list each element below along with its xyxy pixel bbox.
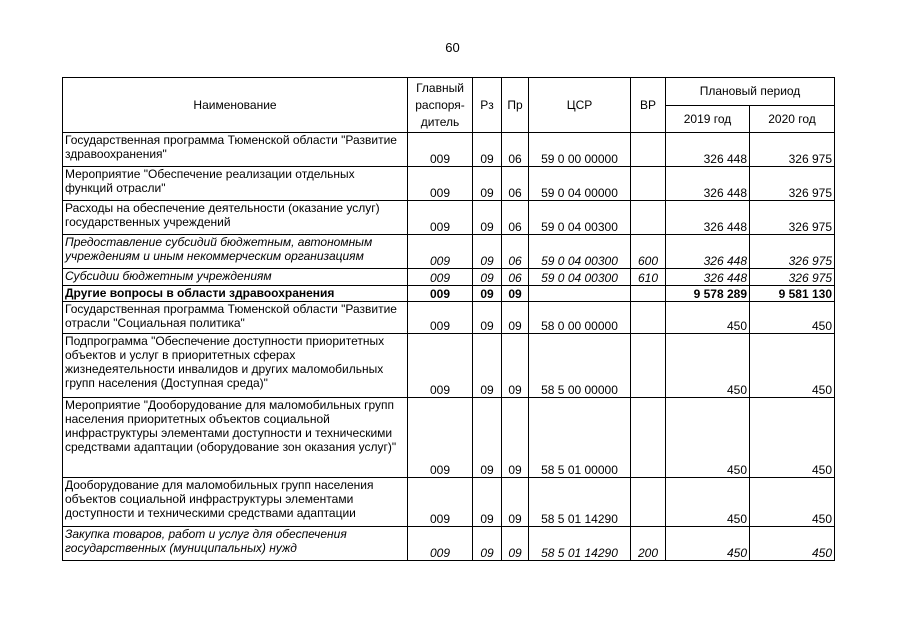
table-row bbox=[63, 286, 835, 302]
row-target-article: 59 0 00 00000 bbox=[529, 133, 631, 167]
row-target-article: 59 0 04 00300 bbox=[529, 201, 631, 235]
row-amount-2020: 450 bbox=[750, 527, 835, 561]
row-section: 09 bbox=[473, 286, 502, 302]
header-section: Рз bbox=[473, 78, 502, 133]
row-section: 09 bbox=[473, 302, 502, 334]
table-row bbox=[63, 302, 835, 334]
row-name: Дооборудование для маломобильных групп населения объектов социальной инфраструктуры элементами доступности и техническими средствами адаптации bbox=[63, 478, 408, 527]
row-expense-type bbox=[631, 334, 666, 398]
row-name: Расходы на обеспечение деятельности (оказание услуг) государственных учреждений bbox=[63, 201, 408, 235]
row-name: Субсидии бюджетным учреждениям bbox=[63, 269, 408, 286]
row-section: 09 bbox=[473, 398, 502, 478]
table-row bbox=[63, 235, 835, 269]
header-year-2019: 2019 год bbox=[666, 106, 750, 133]
row-amount-2019: 9 578 289 bbox=[666, 286, 750, 302]
row-subsection: 09 bbox=[502, 286, 529, 302]
header-chief-manager bbox=[408, 78, 473, 133]
header-year-2020: 2020 год bbox=[750, 106, 835, 133]
row-amount-2020: 450 bbox=[750, 398, 835, 478]
row-expense-type bbox=[631, 398, 666, 478]
row-section: 09 bbox=[473, 478, 502, 527]
row-target-article: 59 0 04 00300 bbox=[529, 235, 631, 269]
table-row bbox=[63, 398, 835, 478]
table-row bbox=[63, 269, 835, 286]
row-subsection: 06 bbox=[502, 201, 529, 235]
table-header bbox=[63, 78, 835, 133]
row-amount-2019: 326 448 bbox=[666, 167, 750, 201]
page-number: 60 bbox=[445, 40, 460, 55]
row-expense-type bbox=[631, 286, 666, 302]
row-amount-2019: 450 bbox=[666, 334, 750, 398]
row-amount-2020: 326 975 bbox=[750, 167, 835, 201]
row-chief-manager: 009 bbox=[408, 478, 473, 527]
row-chief-manager: 009 bbox=[408, 302, 473, 334]
table-row bbox=[63, 201, 835, 235]
row-name: Другие вопросы в области здравоохранения bbox=[63, 286, 408, 302]
row-chief-manager: 009 bbox=[408, 527, 473, 561]
header-name: Наименование bbox=[63, 78, 408, 133]
row-section: 09 bbox=[473, 334, 502, 398]
row-section: 09 bbox=[473, 527, 502, 561]
row-amount-2020: 326 975 bbox=[750, 235, 835, 269]
row-target-article: 59 0 04 00000 bbox=[529, 167, 631, 201]
row-expense-type: 200 bbox=[631, 527, 666, 561]
row-chief-manager: 009 bbox=[408, 286, 473, 302]
row-name: Государственная программа Тюменской области "Развитие отрасли "Социальная политика" bbox=[63, 302, 408, 334]
table-body bbox=[63, 133, 835, 561]
header-target-article: ЦСР bbox=[529, 78, 631, 133]
row-subsection: 09 bbox=[502, 302, 529, 334]
row-amount-2019: 326 448 bbox=[666, 133, 750, 167]
header-chief-manager-line1: Главный bbox=[416, 80, 464, 95]
row-amount-2020: 450 bbox=[750, 302, 835, 334]
row-subsection: 06 bbox=[502, 133, 529, 167]
header-expense-type: ВР bbox=[631, 78, 666, 133]
budget-table bbox=[62, 77, 835, 561]
header-planned-period: Плановый период bbox=[666, 78, 835, 106]
row-subsection: 06 bbox=[502, 167, 529, 201]
row-amount-2020: 326 975 bbox=[750, 269, 835, 286]
row-expense-type: 610 bbox=[631, 269, 666, 286]
row-amount-2020: 450 bbox=[750, 334, 835, 398]
row-chief-manager: 009 bbox=[408, 235, 473, 269]
row-amount-2019: 326 448 bbox=[666, 269, 750, 286]
row-amount-2019: 450 bbox=[666, 302, 750, 334]
row-target-article: 58 5 01 14290 bbox=[529, 478, 631, 527]
row-amount-2019: 326 448 bbox=[666, 201, 750, 235]
row-expense-type bbox=[631, 133, 666, 167]
row-chief-manager: 009 bbox=[408, 334, 473, 398]
row-chief-manager: 009 bbox=[408, 167, 473, 201]
row-name: Закупка товаров, работ и услуг для обеспечения государственных (муниципальных) нужд bbox=[63, 527, 408, 561]
row-subsection: 09 bbox=[502, 527, 529, 561]
row-section: 09 bbox=[473, 167, 502, 201]
row-target-article: 59 0 04 00300 bbox=[529, 269, 631, 286]
row-amount-2020: 326 975 bbox=[750, 201, 835, 235]
row-subsection: 06 bbox=[502, 269, 529, 286]
row-amount-2019: 450 bbox=[666, 398, 750, 478]
row-section: 09 bbox=[473, 235, 502, 269]
header-chief-manager-line2: распоря- bbox=[415, 97, 465, 112]
row-chief-manager: 009 bbox=[408, 201, 473, 235]
row-name: Государственная программа Тюменской области "Развитие здравоохранения" bbox=[63, 133, 408, 167]
row-amount-2020: 450 bbox=[750, 478, 835, 527]
row-section: 09 bbox=[473, 133, 502, 167]
row-expense-type: 600 bbox=[631, 235, 666, 269]
row-name: Мероприятие "Дооборудование для маломобильных групп населения приоритетных объектов социальной инфраструктуры элементами доступности и техническими средствами адаптации (оборудование зон оказания услуг)" bbox=[63, 398, 408, 478]
row-target-article: 58 0 00 00000 bbox=[529, 302, 631, 334]
row-chief-manager: 009 bbox=[408, 133, 473, 167]
header-chief-manager-line3: дитель bbox=[420, 114, 460, 129]
table-row bbox=[63, 527, 835, 561]
row-target-article bbox=[529, 286, 631, 302]
row-subsection: 06 bbox=[502, 235, 529, 269]
header-subsection: Пр bbox=[502, 78, 529, 133]
row-expense-type bbox=[631, 201, 666, 235]
row-subsection: 09 bbox=[502, 334, 529, 398]
row-amount-2019: 326 448 bbox=[666, 235, 750, 269]
table-row bbox=[63, 478, 835, 527]
row-amount-2019: 450 bbox=[666, 527, 750, 561]
row-name: Предоставление субсидий бюджетным, автономным учреждениям и иным некоммерческим организациям bbox=[63, 235, 408, 269]
row-amount-2020: 9 581 130 bbox=[750, 286, 835, 302]
row-expense-type bbox=[631, 302, 666, 334]
row-name: Подпрограмма "Обеспечение доступности приоритетных объектов и услуг в приоритетных сферах жизнедеятельности инвалидов и других маломобильных групп населения (Доступная среда)" bbox=[63, 334, 408, 398]
row-chief-manager: 009 bbox=[408, 269, 473, 286]
table-row bbox=[63, 167, 835, 201]
row-amount-2019: 450 bbox=[666, 478, 750, 527]
row-target-article: 58 5 01 14290 bbox=[529, 527, 631, 561]
row-section: 09 bbox=[473, 201, 502, 235]
table-row bbox=[63, 133, 835, 167]
row-expense-type bbox=[631, 478, 666, 527]
row-target-article: 58 5 00 00000 bbox=[529, 334, 631, 398]
row-name: Мероприятие "Обеспечение реализации отдельных функций отрасли" bbox=[63, 167, 408, 201]
row-section: 09 bbox=[473, 269, 502, 286]
row-expense-type bbox=[631, 167, 666, 201]
row-subsection: 09 bbox=[502, 398, 529, 478]
row-target-article: 58 5 01 00000 bbox=[529, 398, 631, 478]
row-subsection: 09 bbox=[502, 478, 529, 527]
row-amount-2020: 326 975 bbox=[750, 133, 835, 167]
table-row bbox=[63, 334, 835, 398]
row-chief-manager: 009 bbox=[408, 398, 473, 478]
